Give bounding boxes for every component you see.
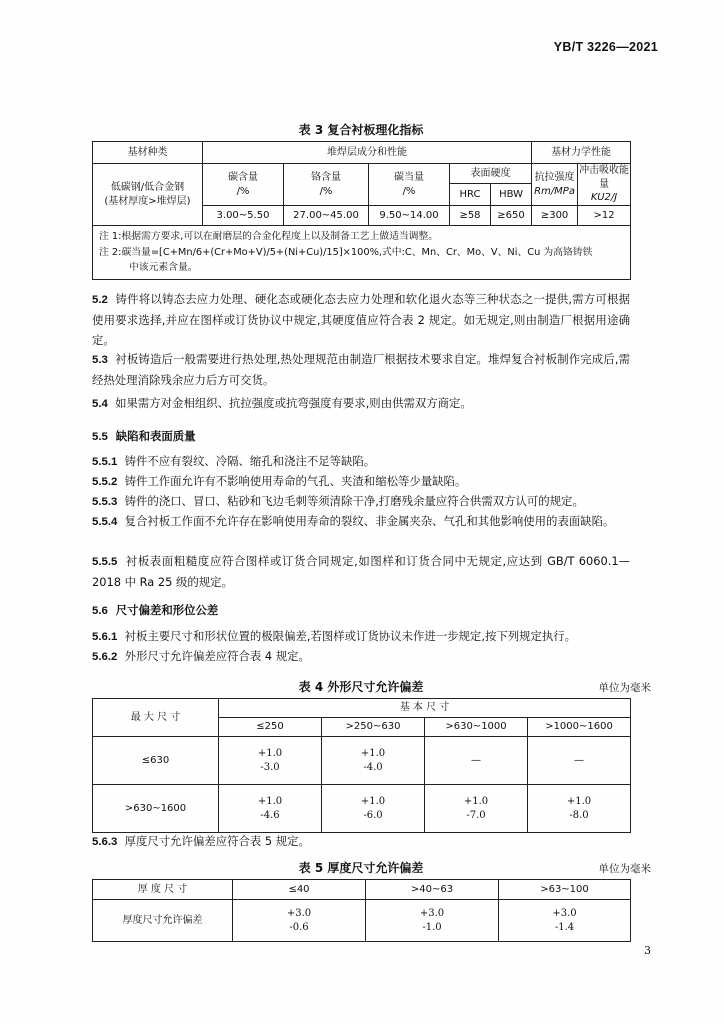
table3-header-hbw: HBW — [491, 184, 532, 206]
table5-col-2: >40~63 — [366, 880, 499, 900]
table4-cell: +1.0 -3.0 — [219, 737, 322, 785]
page-number: 3 — [644, 944, 651, 957]
table4-cell: +1.0 -4.6 — [219, 785, 322, 833]
table5-caption: 表 5 厚度尺寸允许偏差 — [298, 861, 424, 875]
table3-header-chromium: 铬含量 /% — [284, 164, 369, 206]
table4-unit: 单位为毫米 — [598, 682, 651, 694]
para-5-5-3: 5.5.3 铸件的浇口、冒口、粘砂和飞边毛刺等须清除干净,打磨残余量应符合供需双方认可的规定。 — [92, 494, 584, 508]
para-5-6-2: 5.6.2 外形尺寸允许偏差应符合表 4 规定。 — [92, 649, 310, 663]
para-5-4: 5.4 如果需方对金相组织、抗拉强度或抗弯强度有要求,则由供需双方商定。 — [92, 396, 472, 410]
table3-header-hrc: HRC — [450, 184, 491, 206]
table5-col-3: >63~100 — [499, 880, 631, 900]
table4-cell: +1.0 -6.0 — [322, 785, 425, 833]
table5-cell: +3.0 -1.4 — [499, 900, 631, 942]
para-5-5-2: 5.5.2 铸件工作面允许有不影响使用寿命的气孔、夹渣和缩松等少量缺陷。 — [92, 474, 467, 488]
table4-col-4: >1000~1600 — [528, 718, 631, 737]
table3-header-hardness: 表面硬度 — [450, 164, 532, 184]
table4-cell: — — [425, 737, 528, 785]
table3-caption: 表 3 复合衬板理化指标 — [298, 123, 424, 137]
table3-value-chromium: 27.00~45.00 — [284, 206, 369, 226]
table3-header-overlay: 堆焊层成分和性能 — [203, 142, 532, 164]
para-5-3: 5.3 衬板铸造后一般需要进行热处理,热处理规范由制造厂根据技术要求自定。堆焊复合衬板制作完成后,需经热处理消除残余应力后方可交货。 — [92, 352, 631, 387]
table4-cell: +1.0 -7.0 — [425, 785, 528, 833]
table3-value-carbon: 3.00~5.50 — [203, 206, 284, 226]
table4-header-basic: 基 本 尺 寸 — [219, 699, 631, 718]
table3-value-hrc: ≥58 — [450, 206, 491, 226]
table4-cell: — — [528, 737, 631, 785]
table5 — [92, 879, 631, 942]
para-5-2: 5.2 铸件将以铸态去应力处理、硬化态或硬化态去应力处理和软化退火态等三种状态之一提供,需方可根据使用要求选择,并应在图样或订货协议中规定,其硬度值应符合表 2 规定。如无规定,则由制造厂根据用途确定。 — [92, 292, 630, 347]
table3-value-impact: >12 — [578, 206, 631, 226]
table4-col-3: >630~1000 — [425, 718, 528, 737]
table3-header-base: 基材力学性能 — [532, 142, 631, 164]
table5-cell: +3.0 -0.6 — [233, 900, 366, 942]
table3-header-tensile: 抗拉强度 Rm/MPa — [532, 164, 578, 206]
table3-header-impact: 冲击吸收能量 KU2/J — [578, 164, 631, 206]
material-condition: (基材厚度>堆焊层) — [104, 195, 191, 207]
table5-header-label: 厚 度 尺 寸 — [93, 880, 233, 900]
table4-caption: 表 4 外形尺寸允许偏差 — [298, 680, 424, 694]
para-5-5-1: 5.5.1 铸件不应有裂纹、冷隔、缩孔和浇注不足等缺陷。 — [92, 454, 376, 468]
table3-note-1: 注 1:根据需方要求,可以在耐磨层的合金化程度上以及制备工艺上做适当调整。 — [99, 231, 439, 242]
table3 — [92, 141, 631, 280]
table5-col-1: ≤40 — [233, 880, 366, 900]
table4-col-2: >250~630 — [322, 718, 425, 737]
heading-5-6: 5.6 尺寸偏差和形位公差 — [92, 603, 219, 617]
table3-header-ceq: 碳当量 /% — [369, 164, 450, 206]
para-5-6-3: 5.6.3 厚度尺寸允许偏差应符合表 5 规定。 — [92, 834, 310, 848]
table4-cell: +1.0 -8.0 — [528, 785, 631, 833]
table3-value-tensile: ≥300 — [532, 206, 578, 226]
table3-notes — [93, 226, 631, 280]
para-5-5-4: 5.5.4 复合衬板工作面不允许存在影响使用寿命的裂纹、非金属夹杂、气孔和其他影响使用的表面缺陷。 — [92, 514, 615, 528]
para-5-5-5: 5.5.5 衬板表面粗糙度应符合图样或订货合同规定,如图样和订货合同中无规定,应达到 GB/T 6060.1—2018 中 Ra 25 级的规定。 — [92, 554, 630, 589]
material-name: 低碳钢/低合金钢 — [110, 182, 185, 193]
heading-5-5: 5.5 缺陷和表面质量 — [92, 429, 196, 443]
table3-note-2: 注 2:碳当量=[C+Mn/6+(Cr+Mo+V)/5+(Ni+Cu)/15]×100%,式中:C、Mn、Cr、Mo、V、Ni、Cu 为高铬铸铁 — [99, 246, 593, 258]
table3-material-cell — [93, 164, 203, 226]
table5-cell: +3.0 -1.0 — [366, 900, 499, 942]
table4-row-label: ≤630 — [93, 737, 219, 785]
table5-row-label: 厚度尺寸允许偏差 — [93, 900, 233, 942]
table4-col-1: ≤250 — [219, 718, 322, 737]
table3-value-ceq: 9.50~14.00 — [369, 206, 450, 226]
table3-note-2-cont: 中该元素含量。 — [129, 262, 198, 274]
para-5-6-1: 5.6.1 衬板主要尺寸和形状位置的极限偏差,若图样或订货协议未作进一步规定,按下列规定执行。 — [92, 629, 577, 643]
table3-header-carbon: 碳含量 /% — [203, 164, 284, 206]
document-code: YB/T 3226—2021 — [553, 40, 658, 54]
table4 — [92, 698, 631, 833]
table4-cell: +1.0 -4.0 — [322, 737, 425, 785]
table4-header-max: 最 大 尺 寸 — [93, 699, 219, 737]
table3-header-material: 基材种类 — [93, 142, 203, 164]
table3-value-hbw: ≥650 — [491, 206, 532, 226]
table5-unit: 单位为毫米 — [598, 863, 651, 875]
table4-row-label: >630~1600 — [93, 785, 219, 833]
